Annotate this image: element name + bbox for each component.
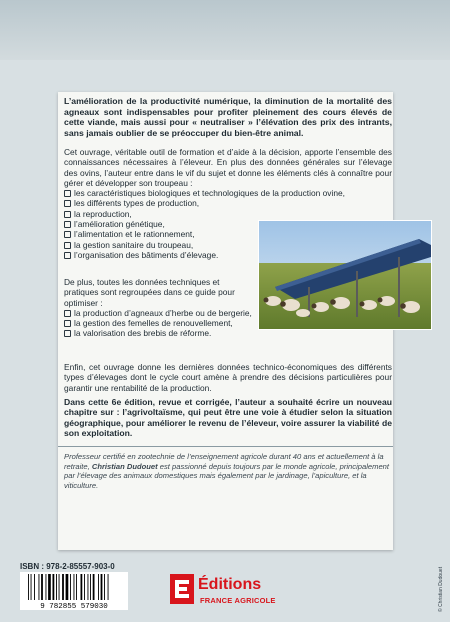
checkbox-bullet-icon — [64, 310, 71, 317]
barcode-bar — [39, 574, 40, 600]
list-item — [64, 198, 392, 208]
list-item — [64, 209, 392, 219]
barcode — [20, 572, 128, 610]
list-item — [64, 328, 392, 338]
barcode-bar — [56, 574, 57, 600]
barcode-bar — [41, 574, 43, 600]
author-bio-end: est passionné depuis toujours par le monde agricole, principalement par l’élevage des animaux domestiques mais également par le jardinage, l’apiculture, et la viticulture. — [64, 461, 389, 490]
barcode-bar — [70, 574, 71, 600]
publisher-subtitle: FRANCE AGRICOLE — [200, 596, 276, 605]
list-item — [64, 308, 392, 318]
publisher-logo-icon — [170, 574, 194, 604]
barcode-bar — [90, 574, 91, 600]
list-item-label: la valorisation des brebis de réforme. — [74, 328, 212, 339]
optimization-list — [64, 308, 392, 339]
checkbox-bullet-icon — [64, 330, 71, 337]
intro-paragraph: L’amélioration de la productivité numérique, la diminution de la mortalité des agneaux sont indispensables pour profiter pleinement des cours élevés de cette viande, mais aussi pour « neutraliser » l’élévation des prix des intrants, sans jamais oublier de se préoccuper du bien-être animal. — [64, 96, 392, 138]
barcode-bar — [62, 574, 64, 600]
top-band — [0, 0, 450, 60]
checkbox-bullet-icon — [64, 320, 71, 327]
barcode-bar — [98, 574, 99, 600]
optimization-section-text: De plus, toutes les données techniques et pratiques sont regroupées dans ce guide pour optimiser : — [64, 277, 235, 308]
list-item-label: la gestion sanitaire du troupeau, — [74, 239, 194, 250]
barcode-bar — [81, 574, 83, 600]
content-section-text: Cet ouvrage, véritable outil de formation et d’aide à la décision, apporte l’ensemble des connaissances nécessaires à l’éleveur. En plus des données générales sur l’élevage des ovins, l’auteur entre dans le vif du sujet et donne les éléments clés à connaître pour gérer et développer son troupeau : — [64, 147, 392, 188]
barcode-bar — [66, 574, 69, 600]
checkbox-bullet-icon — [64, 242, 71, 249]
economics-paragraph: Enfin, cet ouvrage donne les dernières données technico-économiques des différents types d’élevages dont le cycle court amène à prendre des décisions particulières pour garantir une rentabilité de la production. — [64, 362, 392, 393]
divider — [58, 446, 393, 447]
checkbox-bullet-icon — [64, 200, 71, 207]
barcode-bar — [59, 574, 60, 600]
barcode-bar — [74, 574, 75, 600]
author-name: Christian Dudouet — [91, 461, 158, 471]
isbn-label: ISBN : 978-2-85557-903-0 — [20, 562, 115, 571]
barcode-bar — [84, 574, 85, 600]
photo-credit: © Christian Dudouet — [438, 566, 444, 612]
list-item-label: les caractéristiques biologiques et technologiques de la production ovine, — [74, 188, 345, 199]
list-item-label: l’organisation des bâtiments d’élevage. — [74, 249, 219, 260]
list-item — [64, 318, 392, 328]
barcode-digits: 9 782855 579030 — [40, 603, 108, 610]
barcode-bar — [104, 574, 105, 600]
barcode-bar — [28, 574, 29, 600]
author-bio-start: Professeur certifié en zootechnie de l’enseignement agricole durant 40 ans et actuellement à la retraite, — [64, 452, 384, 471]
checkbox-bullet-icon — [64, 231, 71, 238]
list-item-label: la gestion des femelles de renouvellement, — [74, 318, 233, 329]
barcode-bar — [46, 574, 47, 600]
barcode-bar — [48, 574, 51, 600]
list-item-label: la reproduction, — [74, 208, 132, 219]
barcode-bar — [101, 574, 103, 600]
list-item — [64, 188, 392, 198]
barcode-bar — [31, 574, 32, 600]
barcode-bar — [76, 574, 77, 600]
optimization-section — [64, 277, 392, 339]
author-bio — [64, 452, 390, 490]
publisher-name: Éditions — [198, 576, 262, 593]
new-edition-paragraph: Dans cette 6e édition, revue et corrigée, l’auteur a souhaité écrire un nouveau chapitre sur : l’agrivoltaïsme, qui peut être une voie à étudier selon la situation géographique, pour améliorer le revenu de l’éleveur, voire assurer la viabilité de son exploitation. — [64, 397, 392, 439]
checkbox-bullet-icon — [64, 190, 71, 197]
barcode-bar — [88, 574, 89, 600]
checkbox-bullet-icon — [64, 252, 71, 259]
barcode-bar — [53, 574, 55, 600]
checkbox-bullet-icon — [64, 221, 71, 228]
checkbox-bullet-icon — [64, 211, 71, 218]
list-item-label: la production d’agneaux d’herbe ou de bergerie, — [74, 307, 252, 318]
barcode-bar — [108, 574, 109, 600]
list-item-label: l’alimentation et le rationnement, — [74, 229, 195, 240]
barcode-bar — [93, 574, 95, 600]
barcode-bar — [34, 574, 35, 600]
list-item-label: l’amélioration génétique, — [74, 219, 165, 230]
list-item-label: les différents types de production, — [74, 198, 200, 209]
